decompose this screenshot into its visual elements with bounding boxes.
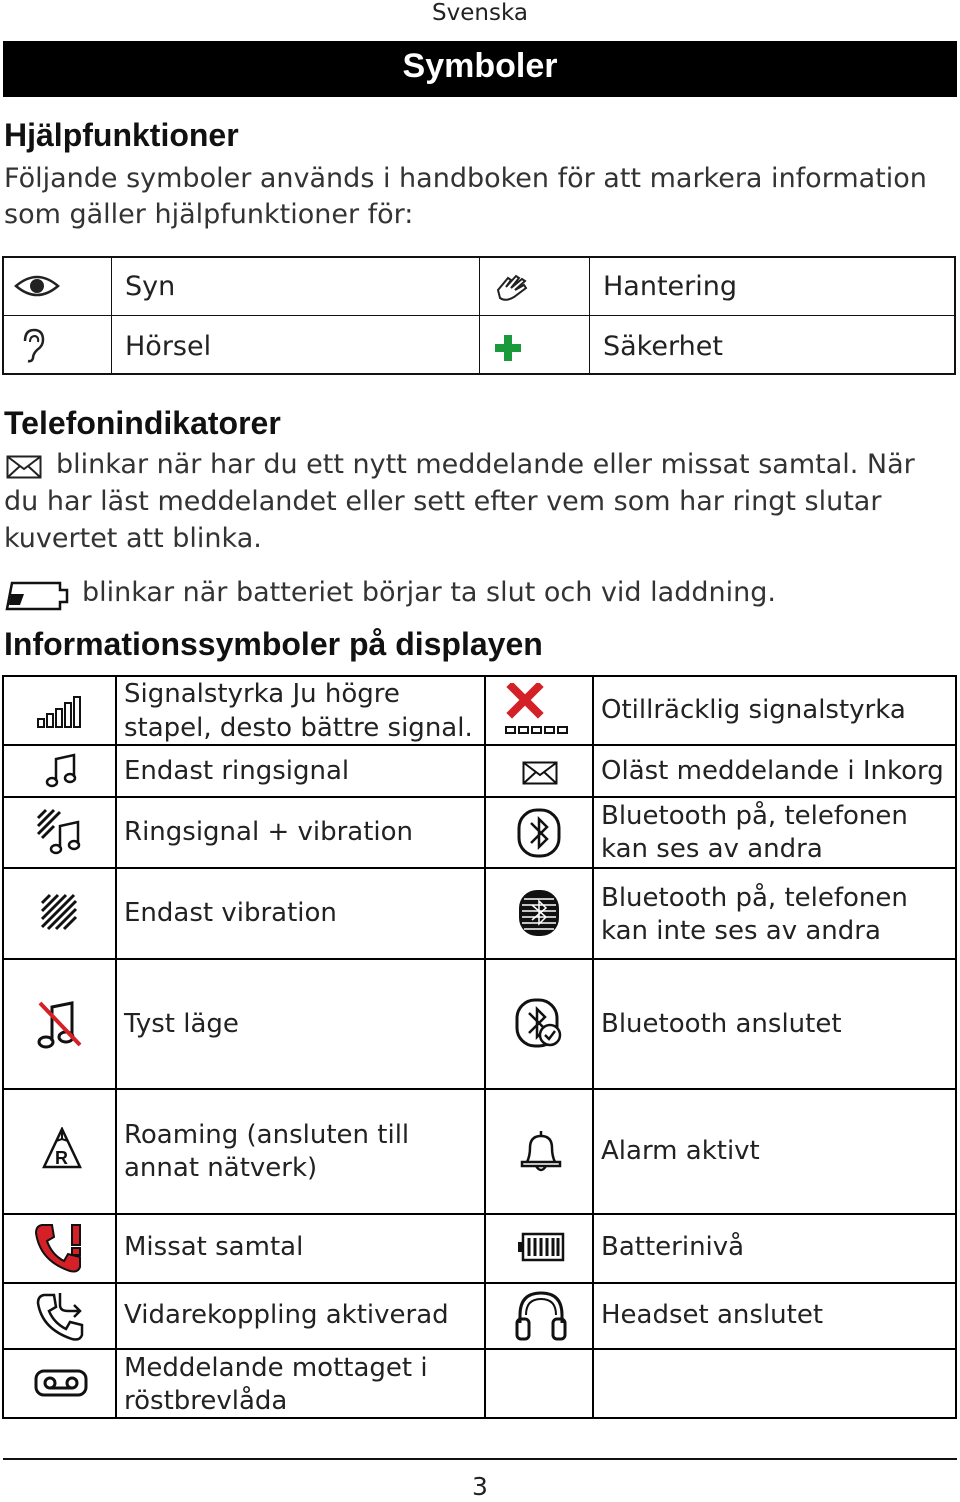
bluetooth-visible-label: Bluetooth på, telefonen kan ses av andra [601,801,908,864]
alarm-bell-icon [518,1128,564,1174]
battery-level-label: Batterinivå [601,1232,745,1262]
bluetooth-connected-icon [514,997,564,1049]
hand-icon [494,270,534,304]
ring-only-icon [44,753,78,789]
eye-icon [14,272,60,300]
envelope-description: blinkar när har du ett nytt meddelande eller missat samtal. När du har läst meddelandet eller sett efter vem som har ringt slutar kuvertet att blinka. [4,449,915,554]
battery-level-icon [517,1232,567,1262]
battery-icon [4,581,70,611]
missed-call-icon [32,1221,88,1275]
help-intro: Följande symboler används i handboken för att markera information som gäller hjälpfunktioner för: [4,163,927,230]
display-heading: Informationssymboler på displayen [4,626,543,662]
no-signal-label: Otillräcklig signalstyrka [601,695,906,725]
roaming-icon [42,1127,82,1171]
page-number: 3 [472,1472,488,1501]
vibrate-only-label: Endast vibration [124,898,337,928]
call-forward-label: Vidarekoppling aktiverad [124,1300,449,1330]
no-signal-icon [502,683,572,737]
indicators-heading: Telefonindikatorer [4,405,281,441]
bluetooth-connected-label: Bluetooth anslutet [601,1009,842,1039]
display-symbol-table [2,675,957,1419]
headset-icon [514,1289,568,1343]
horsel-label: Hörsel [125,331,212,362]
headset-label: Headset anslutet [601,1300,824,1330]
ring-vibrate-icon [36,808,82,856]
voicemail-icon [34,1369,88,1397]
help-heading: Hjälpfunktioner [4,117,239,153]
ring-only-label: Endast ringsignal [124,756,350,786]
page-title: Symboler [402,47,558,85]
help-symbol-table [2,256,956,375]
sakerhet-label: Säkerhet [603,331,723,362]
language-label: Svenska [432,0,528,26]
battery-description: blinkar när batteriet börjar ta slut och vid laddning. [82,577,776,608]
ear-icon [20,328,46,364]
silent-mode-label: Tyst läge [124,1009,239,1039]
svg-text:R: R [55,1148,68,1168]
voicemail-label: Meddelande mottaget i röstbrevlåda [124,1353,428,1416]
call-forward-icon [34,1289,88,1343]
roaming-label: Roaming (ansluten till annat nätverk) [124,1120,410,1183]
missed-call-label: Missat samtal [124,1232,304,1262]
plus-icon [494,334,522,362]
footer-divider [3,1458,957,1460]
bluetooth-hidden-icon [516,887,562,939]
title-banner [3,41,957,97]
bluetooth-hidden-label: Bluetooth på, telefonen kan inte ses av andra [601,883,908,946]
hantering-label: Hantering [603,271,738,302]
alarm-label: Alarm aktivt [601,1136,760,1166]
ring-vibrate-label: Ringsignal + vibration [124,817,414,847]
signal-strength-icon [36,695,84,729]
envelope-icon [522,761,558,785]
silent-mode-icon [36,999,84,1051]
syn-label: Syn [125,271,176,302]
vibrate-only-icon [40,893,80,933]
signal-strength-label: Signalstyrka Ju högre stapel, desto bättre signal. [124,679,473,743]
bluetooth-visible-icon [516,807,562,859]
unread-message-label: Oläst meddelande i Inkorg [601,756,944,786]
